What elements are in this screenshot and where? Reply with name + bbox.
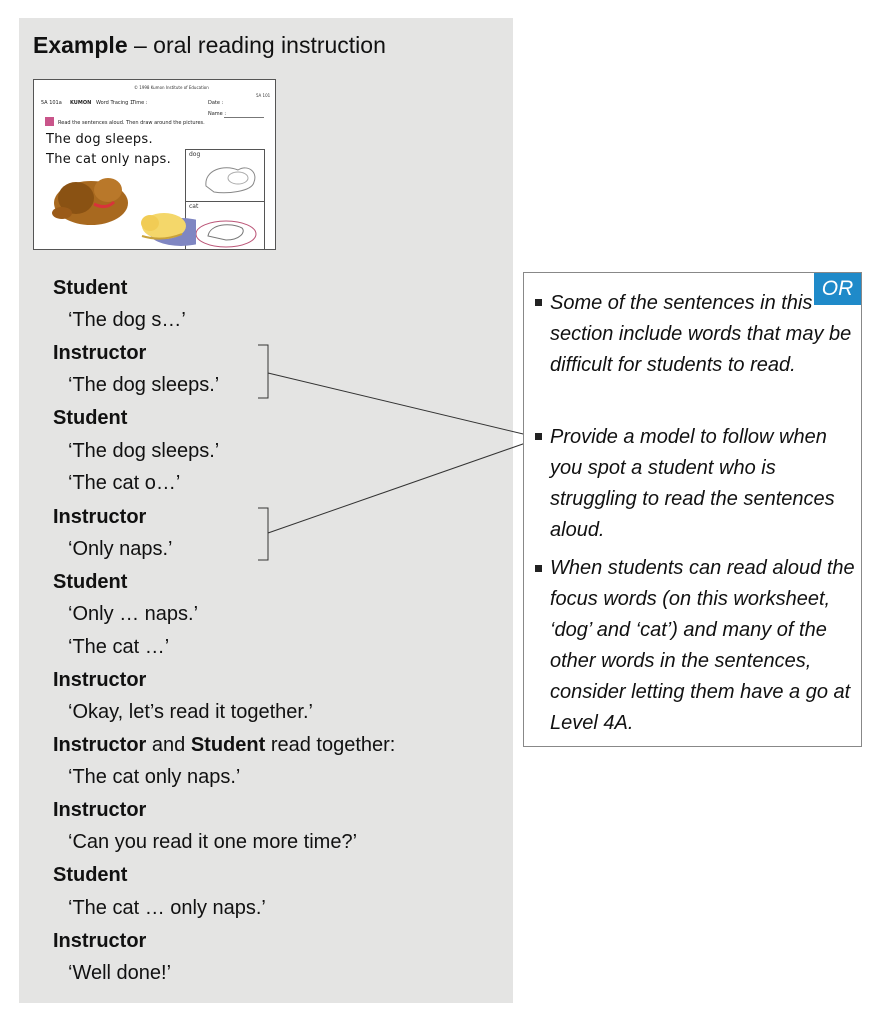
note-bullet: Some of the sentences in this section include words that may be difficult for students to read. <box>550 292 852 376</box>
heading-rest: – oral reading instruction <box>127 32 386 58</box>
bracket-lower <box>258 508 268 560</box>
dialogue-line: ‘Only … naps.’ <box>68 603 199 625</box>
dialogue-line: ‘Only naps.’ <box>68 538 173 560</box>
ws-dog-label: dog <box>189 151 201 158</box>
bullet-square-icon <box>535 299 542 306</box>
ws-name-label: Name : <box>208 111 227 117</box>
dialogue-line: ‘The dog sleeps.’ <box>68 374 220 396</box>
ws-sentence-1: The dog sleeps. <box>46 132 153 147</box>
ws-level-code: 5A 101a <box>41 100 62 106</box>
dialogue-speaker: Instructor <box>53 930 147 952</box>
dialogue-line: ‘Okay, let’s read it together.’ <box>68 701 313 723</box>
dialogue-speaker: Instructor <box>53 342 147 364</box>
bullet-square-icon <box>535 565 542 572</box>
connector-line-lower <box>268 438 540 533</box>
speaker-student: Student <box>190 734 266 756</box>
speaker-and: and <box>146 734 191 756</box>
or-badge: OR <box>814 273 861 305</box>
dialogue-line: ‘The cat o…’ <box>68 472 181 494</box>
heading-bold: Example <box>33 32 128 58</box>
note-bullet: Provide a model to follow when you spot a student who is struggling to read the sentences aloud. <box>550 426 835 541</box>
bracket-upper <box>258 345 268 398</box>
ws-title: Word Tracing 1 <box>96 100 134 106</box>
dialogue-speaker: Student <box>53 407 128 429</box>
dialogue-line: ‘The cat …’ <box>68 636 170 658</box>
ws-instruction: Read the sentences aloud. Then draw around the pictures. <box>58 120 205 126</box>
ws-time-label: Time : <box>132 100 148 106</box>
dialogue-line: ‘The cat … only naps.’ <box>68 897 266 919</box>
bullet-square-icon <box>535 433 542 440</box>
dialogue-line: ‘Can you read it one more time?’ <box>68 831 358 853</box>
connector-line-upper <box>268 373 540 438</box>
dialogue-speaker: Instructor <box>53 506 147 528</box>
dialogue-speaker: Instructor <box>53 669 147 691</box>
dialogue-line: ‘The dog sleeps.’ <box>68 440 220 462</box>
note-bullet: When students can read aloud the focus words (on this worksheet, ‘dog’ and ‘cat’) and many of the other words in the sentences, consider letting them have a go at Level 4A. <box>550 557 855 734</box>
dialogue-speaker: Instructor <box>53 799 147 821</box>
ws-top-header: © 1998 Kumon Institute of Education <box>134 85 209 90</box>
speaker-instructor: Instructor <box>53 734 147 756</box>
dialogue-line: ‘The dog s…’ <box>68 309 186 331</box>
dialogue-line: ‘Well done!’ <box>68 962 172 984</box>
dialogue-line: ‘The cat only naps.’ <box>68 766 241 788</box>
ws-cat-label: cat <box>189 203 199 210</box>
dialogue-speaker: Student <box>53 864 128 886</box>
speaker-read-together: read together: <box>265 734 396 756</box>
ws-date-label: Date : <box>208 100 224 106</box>
ws-sentence-2: The cat only naps. <box>46 152 172 167</box>
dialogue-speaker: Student <box>53 277 128 299</box>
dialogue-speaker: Student <box>53 571 128 593</box>
ws-page-code: 5A 101 <box>256 93 271 98</box>
ws-brand: KUMON <box>70 100 92 106</box>
note-box <box>523 272 862 747</box>
